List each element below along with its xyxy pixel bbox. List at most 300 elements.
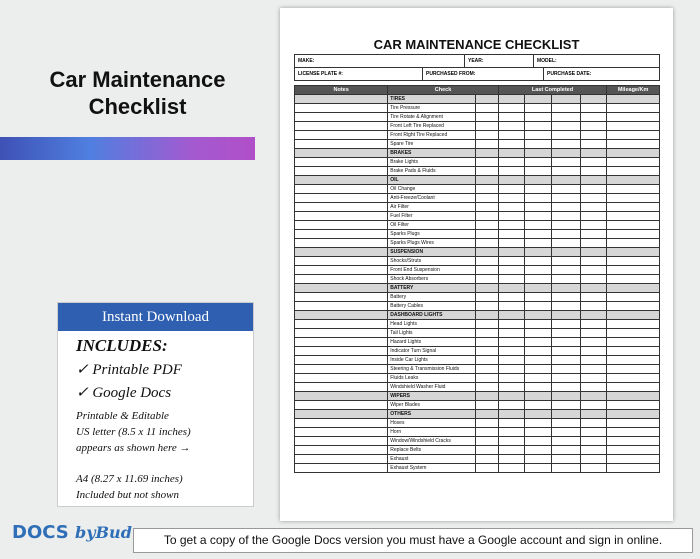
section-row xyxy=(295,311,660,320)
table-cell xyxy=(525,221,552,230)
table-cell xyxy=(498,365,524,374)
table-cell xyxy=(607,374,660,383)
table-cell xyxy=(580,437,606,446)
table-cell xyxy=(525,356,552,365)
table-cell xyxy=(607,239,660,248)
table-cell xyxy=(552,257,580,266)
table-cell xyxy=(607,302,660,311)
table-cell xyxy=(498,419,524,428)
check-label: Exhaust System xyxy=(388,464,476,473)
table-cell xyxy=(295,410,388,419)
section-label: SUSPENSION xyxy=(388,248,476,257)
table-cell xyxy=(476,284,498,293)
table-cell xyxy=(295,203,388,212)
table-cell xyxy=(295,167,388,176)
table-cell xyxy=(580,230,606,239)
table-cell xyxy=(607,104,660,113)
check-label: Sparks Plugs Wires xyxy=(388,239,476,248)
section-label: BRAKES xyxy=(388,149,476,158)
table-cell xyxy=(525,203,552,212)
table-cell xyxy=(498,338,524,347)
table-cell xyxy=(525,311,552,320)
table-cell xyxy=(498,329,524,338)
table-cell xyxy=(607,113,660,122)
table-cell xyxy=(525,212,552,221)
note-line: A4 (8.27 x 11.69 inches) xyxy=(76,473,183,485)
table-cell xyxy=(607,158,660,167)
document-title: CAR MAINTENANCE CHECKLIST xyxy=(373,37,580,52)
table-cell xyxy=(295,374,388,383)
table-cell xyxy=(580,275,606,284)
table-cell xyxy=(476,266,498,275)
table-cell xyxy=(580,95,606,104)
table-cell xyxy=(295,392,388,401)
brand-logo xyxy=(12,522,132,543)
table-cell xyxy=(607,356,660,365)
table-cell xyxy=(525,158,552,167)
table-cell xyxy=(525,428,552,437)
table-cell xyxy=(525,194,552,203)
table-cell xyxy=(295,302,388,311)
section-label: BATTERY xyxy=(388,284,476,293)
table-header xyxy=(295,86,660,95)
table-cell xyxy=(607,203,660,212)
header-check: Check xyxy=(388,86,499,95)
checklist-row xyxy=(295,374,660,383)
table-cell xyxy=(498,311,524,320)
header-mileage: Mileage/Km xyxy=(607,86,660,95)
table-cell xyxy=(552,293,580,302)
checklist-body xyxy=(295,95,660,473)
table-cell xyxy=(498,437,524,446)
table-cell xyxy=(552,392,580,401)
table-cell xyxy=(525,275,552,284)
checklist-row xyxy=(295,257,660,266)
table-cell xyxy=(525,239,552,248)
table-cell xyxy=(476,320,498,329)
table-cell xyxy=(607,401,660,410)
table-cell xyxy=(295,257,388,266)
table-cell xyxy=(607,311,660,320)
table-cell xyxy=(552,122,580,131)
table-cell xyxy=(476,446,498,455)
table-cell xyxy=(580,401,606,410)
table-cell xyxy=(525,410,552,419)
table-cell xyxy=(476,131,498,140)
table-cell xyxy=(498,122,524,131)
table-cell xyxy=(580,383,606,392)
table-cell xyxy=(498,248,524,257)
table-cell xyxy=(295,428,388,437)
table-cell xyxy=(498,356,524,365)
table-cell xyxy=(552,329,580,338)
check-label: Windshield Washer Fluid xyxy=(388,383,476,392)
section-row xyxy=(295,176,660,185)
table-cell xyxy=(552,203,580,212)
table-cell xyxy=(607,392,660,401)
table-cell xyxy=(580,347,606,356)
table-cell xyxy=(580,464,606,473)
table-cell xyxy=(498,446,524,455)
logo-by: byBud xyxy=(75,523,132,542)
check-label: Oil Change xyxy=(388,185,476,194)
table-cell xyxy=(580,176,606,185)
table-cell xyxy=(525,176,552,185)
vehicle-info-row xyxy=(294,54,660,68)
table-cell xyxy=(607,410,660,419)
table-cell xyxy=(498,158,524,167)
table-cell xyxy=(552,185,580,194)
table-cell xyxy=(498,167,524,176)
table-cell xyxy=(552,437,580,446)
checklist-row xyxy=(295,428,660,437)
table-cell xyxy=(580,365,606,374)
checklist-row xyxy=(295,383,660,392)
checklist-row xyxy=(295,113,660,122)
table-cell xyxy=(498,347,524,356)
table-cell xyxy=(607,383,660,392)
table-cell xyxy=(580,419,606,428)
table-cell xyxy=(607,284,660,293)
check-label: Window/Windshield Cracks xyxy=(388,437,476,446)
check-label: Tail Lights xyxy=(388,329,476,338)
table-cell xyxy=(552,446,580,455)
table-cell xyxy=(552,302,580,311)
table-cell xyxy=(525,167,552,176)
table-cell xyxy=(525,149,552,158)
table-cell xyxy=(295,131,388,140)
include-pdf: ✓ Printable PDF xyxy=(76,362,182,378)
check-label: Head Lights xyxy=(388,320,476,329)
section-label: WIPERS xyxy=(388,392,476,401)
table-cell xyxy=(295,338,388,347)
check-label: Battery Cables xyxy=(388,302,476,311)
promo-title-line1: Car Maintenance xyxy=(49,67,226,92)
table-cell xyxy=(525,140,552,149)
download-header: Instant Download xyxy=(58,303,253,331)
table-cell xyxy=(476,293,498,302)
table-cell xyxy=(476,356,498,365)
checklist-row xyxy=(295,131,660,140)
section-row xyxy=(295,248,660,257)
table-cell xyxy=(295,401,388,410)
check-label: Wiper Blades xyxy=(388,401,476,410)
table-cell xyxy=(552,194,580,203)
table-cell xyxy=(476,230,498,239)
table-cell xyxy=(607,365,660,374)
note-line: US letter (8.5 x 11 inches) xyxy=(76,426,191,438)
checklist-row xyxy=(295,221,660,230)
table-cell xyxy=(476,221,498,230)
check-label: Horn xyxy=(388,428,476,437)
includes-label: INCLUDES: xyxy=(76,336,168,355)
table-cell xyxy=(580,248,606,257)
table-cell xyxy=(525,419,552,428)
check-label: Front End Suspension xyxy=(388,266,476,275)
table-cell xyxy=(498,221,524,230)
table-cell xyxy=(498,257,524,266)
table-cell xyxy=(580,131,606,140)
table-cell xyxy=(498,266,524,275)
checklist-row xyxy=(295,293,660,302)
table-cell xyxy=(498,401,524,410)
table-cell xyxy=(580,329,606,338)
table-cell xyxy=(476,392,498,401)
table-cell xyxy=(295,437,388,446)
section-row xyxy=(295,149,660,158)
year-field: YEAR: xyxy=(465,55,534,67)
table-cell xyxy=(295,464,388,473)
table-cell xyxy=(498,230,524,239)
table-cell xyxy=(607,347,660,356)
table-cell xyxy=(607,230,660,239)
logo-docs: DOCS xyxy=(12,522,69,543)
table-cell xyxy=(580,455,606,464)
table-cell xyxy=(476,383,498,392)
checklist-row xyxy=(295,266,660,275)
table-cell xyxy=(498,464,524,473)
table-cell xyxy=(580,356,606,365)
table-cell xyxy=(552,131,580,140)
table-cell xyxy=(295,113,388,122)
table-cell xyxy=(552,221,580,230)
check-label: Tire Rotate & Alignment xyxy=(388,113,476,122)
table-cell xyxy=(607,464,660,473)
check-label: Front Left Tire Replaced xyxy=(388,122,476,131)
table-cell xyxy=(476,167,498,176)
table-cell xyxy=(580,446,606,455)
table-cell xyxy=(607,293,660,302)
table-cell xyxy=(476,149,498,158)
include-docs: ✓ Google Docs xyxy=(76,385,172,401)
table-cell xyxy=(295,347,388,356)
table-cell xyxy=(580,194,606,203)
table-cell xyxy=(580,428,606,437)
check-label: Inside Car Lights xyxy=(388,356,476,365)
table-cell xyxy=(295,266,388,275)
table-cell xyxy=(580,410,606,419)
check-label: Front Right Tire Replaced xyxy=(388,131,476,140)
table-cell xyxy=(552,365,580,374)
table-cell xyxy=(607,329,660,338)
section-row xyxy=(295,284,660,293)
table-cell xyxy=(552,311,580,320)
table-cell xyxy=(476,464,498,473)
checklist-row xyxy=(295,185,660,194)
section-label: DASHBOARD LIGHTS xyxy=(388,311,476,320)
table-cell xyxy=(580,113,606,122)
checklist-row xyxy=(295,167,660,176)
table-cell xyxy=(476,374,498,383)
checklist-row xyxy=(295,140,660,149)
table-cell xyxy=(607,257,660,266)
table-cell xyxy=(580,149,606,158)
table-cell xyxy=(552,95,580,104)
table-cell xyxy=(295,140,388,149)
table-cell xyxy=(498,383,524,392)
table-cell xyxy=(525,284,552,293)
table-cell xyxy=(525,257,552,266)
table-cell xyxy=(476,347,498,356)
table-cell xyxy=(476,419,498,428)
table-cell xyxy=(552,464,580,473)
section-label: OIL xyxy=(388,176,476,185)
check-label: Battery xyxy=(388,293,476,302)
check-label: Brake Lights xyxy=(388,158,476,167)
table-cell xyxy=(476,176,498,185)
table-cell xyxy=(607,140,660,149)
table-cell xyxy=(607,446,660,455)
table-cell xyxy=(295,293,388,302)
purchase-info-row xyxy=(294,67,660,81)
note-line: Printable & Editable xyxy=(76,410,169,422)
table-cell xyxy=(607,275,660,284)
table-cell xyxy=(498,239,524,248)
table-cell xyxy=(607,176,660,185)
table-cell xyxy=(525,302,552,311)
table-cell xyxy=(498,293,524,302)
table-cell xyxy=(476,275,498,284)
table-cell xyxy=(580,122,606,131)
table-cell xyxy=(295,158,388,167)
note-line: appears as shown here → xyxy=(76,442,191,454)
table-cell xyxy=(607,122,660,131)
table-cell xyxy=(525,266,552,275)
table-cell xyxy=(476,248,498,257)
table-cell xyxy=(525,329,552,338)
table-cell xyxy=(476,428,498,437)
check-label: Replace Belts xyxy=(388,446,476,455)
checklist-row xyxy=(295,329,660,338)
table-cell xyxy=(552,104,580,113)
table-cell xyxy=(525,392,552,401)
table-cell xyxy=(580,203,606,212)
table-cell xyxy=(476,410,498,419)
checklist-row xyxy=(295,464,660,473)
check-label: Sparks Plugs xyxy=(388,230,476,239)
table-cell xyxy=(552,338,580,347)
check-label: Fluids Leaks xyxy=(388,374,476,383)
table-cell xyxy=(580,167,606,176)
table-cell xyxy=(476,338,498,347)
table-cell xyxy=(498,203,524,212)
table-cell xyxy=(498,302,524,311)
table-cell xyxy=(295,311,388,320)
table-cell xyxy=(498,455,524,464)
table-cell xyxy=(498,113,524,122)
table-cell xyxy=(295,194,388,203)
table-cell xyxy=(476,437,498,446)
check-label: Tire Pressure xyxy=(388,104,476,113)
table-cell xyxy=(295,383,388,392)
table-cell xyxy=(607,194,660,203)
table-cell xyxy=(295,329,388,338)
table-cell xyxy=(580,257,606,266)
table-cell xyxy=(580,302,606,311)
table-cell xyxy=(525,365,552,374)
checklist-row xyxy=(295,356,660,365)
purchased-from-field: PURCHASED FROM: xyxy=(423,68,544,80)
checklist-row xyxy=(295,302,660,311)
checklist-row xyxy=(295,104,660,113)
table-cell xyxy=(498,131,524,140)
checklist-document xyxy=(280,8,673,521)
check-label: Exhaust xyxy=(388,455,476,464)
table-cell xyxy=(580,266,606,275)
table-cell xyxy=(607,95,660,104)
table-cell xyxy=(552,149,580,158)
table-cell xyxy=(552,212,580,221)
checklist-row xyxy=(295,437,660,446)
purchase-date-field: PURCHASE DATE: xyxy=(547,71,592,77)
table-cell xyxy=(552,455,580,464)
table-cell xyxy=(476,455,498,464)
table-cell xyxy=(580,320,606,329)
model-field: MODEL: xyxy=(537,58,557,64)
table-cell xyxy=(295,185,388,194)
table-cell xyxy=(498,95,524,104)
table-cell xyxy=(552,356,580,365)
table-cell xyxy=(476,329,498,338)
table-cell xyxy=(552,374,580,383)
table-cell xyxy=(295,365,388,374)
check-label: Anti-Freeze/Coolant xyxy=(388,194,476,203)
table-cell xyxy=(498,320,524,329)
table-cell xyxy=(607,419,660,428)
table-cell xyxy=(580,293,606,302)
table-cell xyxy=(580,140,606,149)
table-cell xyxy=(295,320,388,329)
checklist-row xyxy=(295,203,660,212)
table-cell xyxy=(525,293,552,302)
section-label: OTHERS xyxy=(388,410,476,419)
table-cell xyxy=(295,446,388,455)
table-cell xyxy=(552,284,580,293)
section-row xyxy=(295,410,660,419)
check-label: Indicator Turn Signal xyxy=(388,347,476,356)
table-cell xyxy=(498,275,524,284)
table-cell xyxy=(525,464,552,473)
table-cell xyxy=(580,392,606,401)
check-label: Oil Filter xyxy=(388,221,476,230)
check-label: Spare Tire xyxy=(388,140,476,149)
table-cell xyxy=(476,311,498,320)
table-cell xyxy=(476,185,498,194)
table-cell xyxy=(525,248,552,257)
checklist-row xyxy=(295,158,660,167)
header-notes: Notes xyxy=(295,86,388,95)
table-cell xyxy=(476,113,498,122)
table-cell xyxy=(552,248,580,257)
table-cell xyxy=(607,455,660,464)
checklist-row xyxy=(295,194,660,203)
check-label: Shocks/Struts xyxy=(388,257,476,266)
checklist-row xyxy=(295,419,660,428)
table-cell xyxy=(476,203,498,212)
download-box xyxy=(57,302,254,507)
table-cell xyxy=(552,428,580,437)
table-cell xyxy=(525,122,552,131)
table-cell xyxy=(498,212,524,221)
checklist-row xyxy=(295,338,660,347)
table-cell xyxy=(476,365,498,374)
table-cell xyxy=(476,212,498,221)
table-cell xyxy=(498,104,524,113)
section-row xyxy=(295,95,660,104)
table-cell xyxy=(525,320,552,329)
checklist-row xyxy=(295,446,660,455)
table-cell xyxy=(295,419,388,428)
